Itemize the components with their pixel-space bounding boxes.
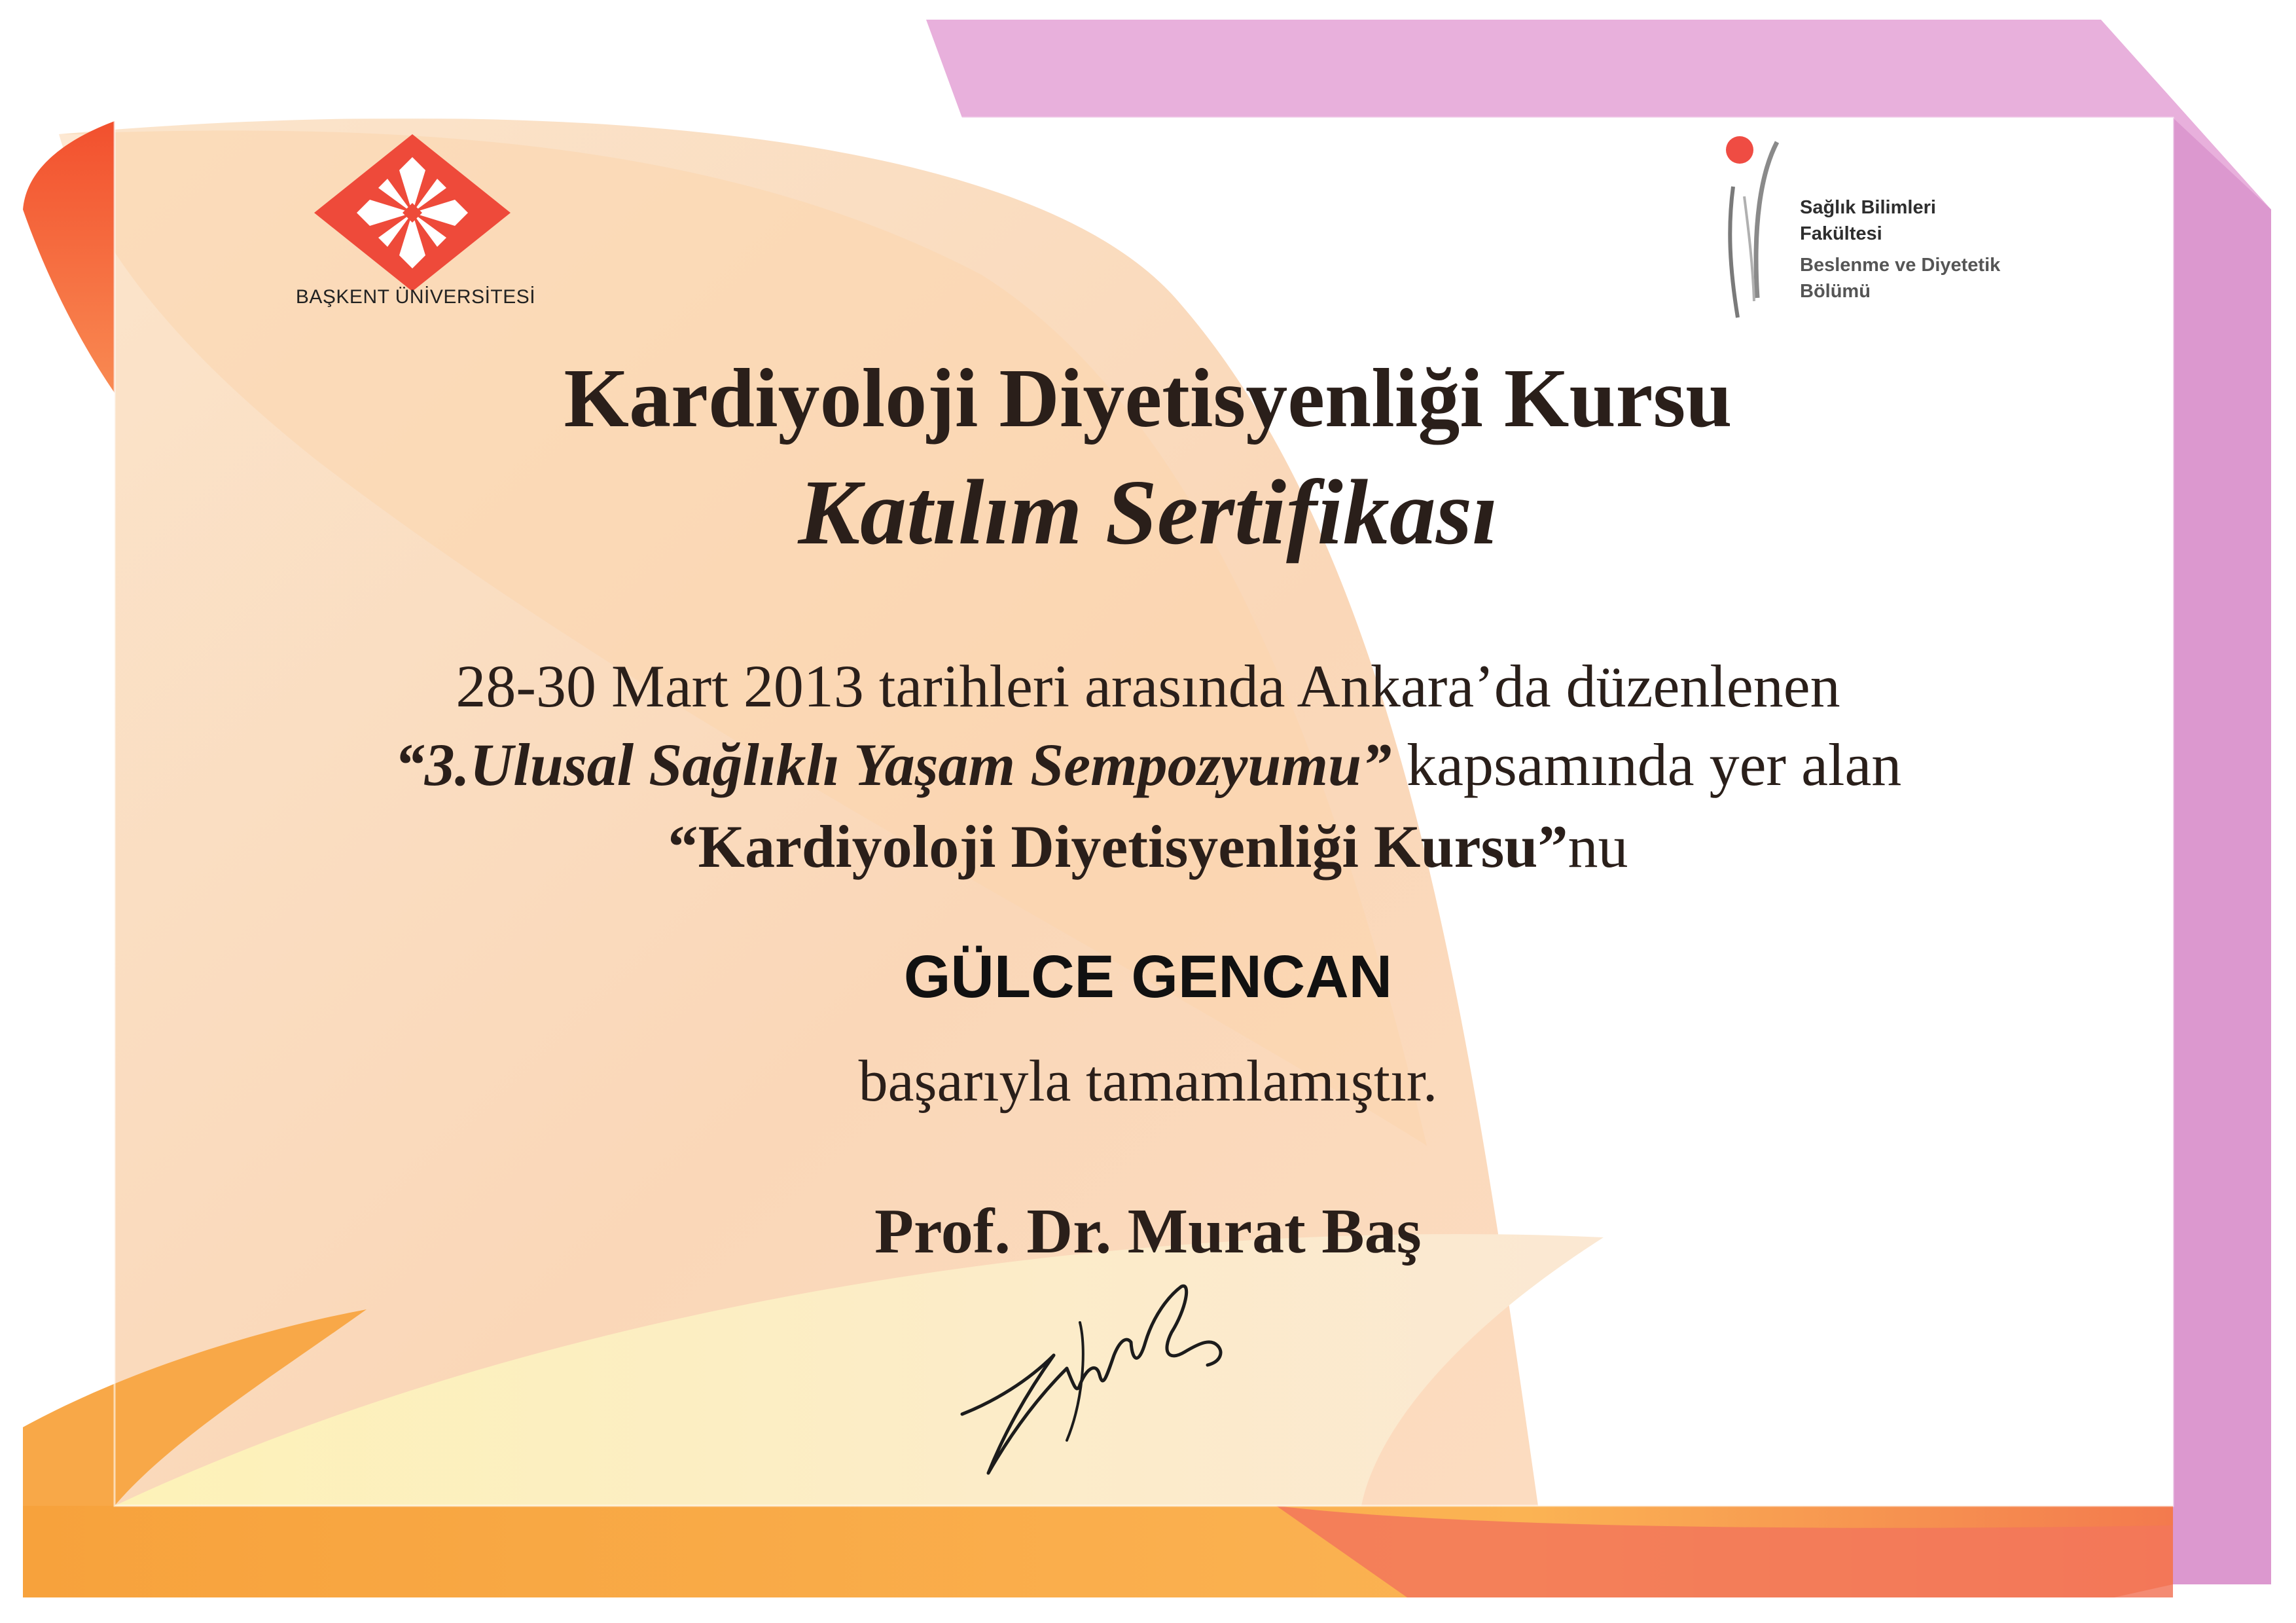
completion-line: başarıyla tamamlamıştır. <box>858 1049 1438 1114</box>
faculty-name-line: Sağlık Bilimleri <box>1800 197 1936 218</box>
course-line <box>0 812 2296 881</box>
course-quoted: “Kardiyoloji Diyetisyenliği Kursu” <box>668 813 1568 880</box>
symposium-name: “3.Ulusal Sağlıklı Yaşam Sempozyumu” <box>394 731 1392 798</box>
certificate-title: Katılım Sertifikası <box>798 460 1498 564</box>
intro-line: 28-30 Mart 2013 tarihleri arasında Ankara’da düzenlenen <box>456 653 1840 720</box>
university-name: BAŞKENT ÜNİVERSİTESİ <box>295 286 536 308</box>
university-emblem-icon <box>314 134 511 291</box>
faculty-name-line: Fakültesi <box>1800 223 1882 244</box>
faculty-logo <box>1715 134 2055 331</box>
participant-name: GÜLCE GENCAN <box>903 943 1393 1010</box>
faculty-name <box>1800 194 1936 247</box>
signatory-name: Prof. Dr. Murat Baş <box>874 1196 1422 1267</box>
course-suffix: nu <box>1568 813 1628 880</box>
symposium-suffix: kapsamında yer alan <box>1391 731 1902 798</box>
department-name-line: Beslenme ve Diyetetik <box>1800 255 2001 276</box>
signature <box>942 1270 1283 1486</box>
course-title: Kardiyoloji Diyetisyenliği Kursu <box>564 352 1732 445</box>
department-name-line: Bölümü <box>1800 281 1871 302</box>
faculty-emblem-icon <box>1715 134 1793 324</box>
department-name <box>1800 252 2000 304</box>
baskent-university-logo <box>288 134 543 324</box>
symposium-line <box>0 730 2296 799</box>
